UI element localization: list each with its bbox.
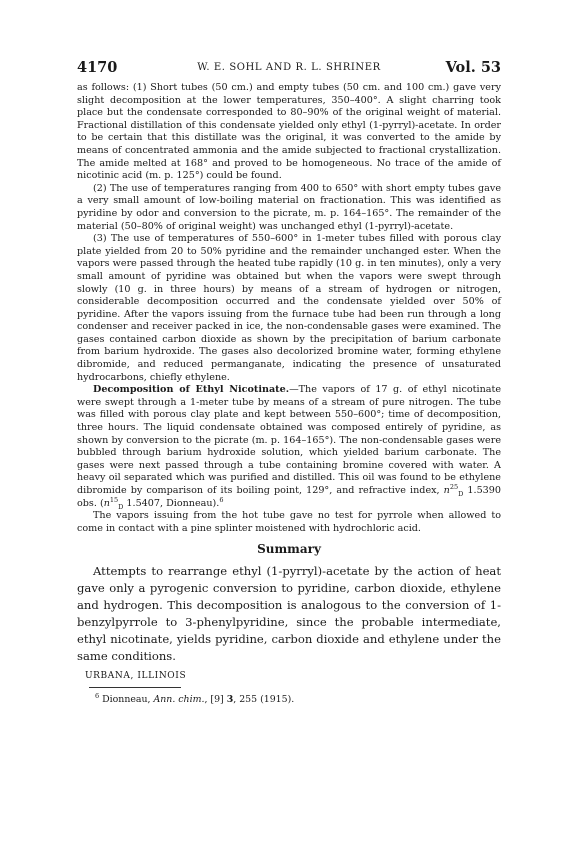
page-number: 4170: [77, 59, 118, 76]
footnote-journal: Ann. chim.: [153, 693, 205, 705]
paragraph-4-end: 1.5407, Dionneau).: [123, 497, 220, 509]
literature-index-symbol: n: [103, 497, 110, 509]
footnote-reference: 6: [219, 495, 224, 504]
literature-index-temp: 15: [109, 495, 119, 504]
paragraph-4-text: —The vapors of 17 g. of ethyl nicotinate were swept through a 1-meter tube by means of a stream of pure nitrogen. The tube was filled with porous clay plate and kept between 550–600°; time of decomposition, three hours. The liquid condensate obtained was composed entirely of pyridine, as shown by conversion to the picrate (m. p. 164–165°). The non-condensable gases were bubbled through barium hydroxide solution, which yielded barium carbonate. The gases were next passed through a tube containing bromine covered with water. A heavy oil separated which was purified and distilled. This oil was found to be ethylene dibromide by comparison of its boiling point, 129°, and refractive index,: [77, 384, 501, 496]
paragraph-5: The vapors issuing from the hot tube gave no test for pyrrole when allowed to come in contact with a pine splinter moistened with hydrochloric acid.: [77, 510, 501, 534]
footnote-author: Dionneau,: [99, 693, 154, 705]
paragraph-4: [77, 384, 501, 510]
article-body: [77, 82, 501, 706]
refractive-index-line: D: [458, 489, 464, 498]
paragraph-2: (2) The use of temperatures ranging from 400 to 650° with short empty tubes gave a very small amount of low-boiling material on fractionation. This was identified as pyridine by odor and conversion to the picrate, m. p. 164–165°. The remainder of the material (50–80% of original weight) was unchanged ethyl (1-pyrryl)-acetate.: [77, 182, 501, 232]
summary-heading: Summary: [257, 542, 321, 557]
section-runin-heading: Decomposition of Ethyl Nicotinate.: [93, 384, 290, 396]
footnote-pages: , 255 (1915).: [233, 693, 295, 705]
literature-index-line: D: [118, 502, 124, 511]
paragraph-4-mid: 1.5390 obs. (: [77, 485, 501, 509]
footnote-divider: [89, 687, 181, 688]
volume-label: Vol. 53: [445, 59, 501, 76]
running-authors: W. E. SOHL AND R. L. SHRINER: [197, 62, 381, 73]
author-location: URBANA, ILLINOIS: [85, 670, 187, 681]
paragraph-1: as follows: (1) Short tubes (50 cm.) and empty tubes (50 cm. and 100 cm.) gave very slight decomposition at the lower temperatures, 350–400°. A slight charring took place but the condensate corresponded to 80–90% of the original weight of material. Fractional distillation of this condensate yielded only ethyl (1-pyrryl)-acetate. In order to be certain that this distillate was the original, it was converted to the amide by means of concentrated ammonia and the amide subjected to fractional crystallization. The amide melted at 168° and proved to be homogeneous. No trace of the amide of nicotinic acid (m. p. 125°) could be found.: [77, 82, 501, 182]
footnote-series: , [9]: [204, 693, 227, 705]
refractive-index-symbol: n: [443, 485, 450, 496]
running-header: [77, 59, 501, 81]
footnote-marker: 6: [95, 691, 100, 700]
summary-text: Attempts to rearrange ethyl (1-pyrryl)-acetate by the action of heat gave only a pyrogenic conversion to pyridine, carbon dioxide, ethylene and hydrogen. This decomposition is analogous to the conversion of 1-benzylpyrrole to 3-phenylpyridine, since the probable intermediate, ethyl nicotinate, yields pyridine, carbon dioxide and ethylene under the same conditions.: [77, 563, 501, 663]
footnote-volume: 3: [226, 693, 234, 705]
refractive-index-temp: 25: [449, 482, 459, 491]
paragraph-3: (3) The use of temperatures of 550–600° in 1-meter tubes filled with porous clay plate yielded from 20 to 50% pyridine and the remainder unchanged ester. When the vapors were passed through the heated tube rapidly (10 g. in ten minutes), only a very small amount of pyridine was obtained but when the vapors were swept through slowly (10 g. in three hours) by means of a stream of hydrogen or nitrogen, considerable decomposition occurred and the condensate yielded over 50% of pyridine. After the vapors issuing from the furnace tube had been run through a long condenser and receiver packed in ice, the non-condensable gases were examined. The gases contained carbon dioxide as shown by the precipitation of barium carbonate from barium hydroxide. The gases also decolorized bromine water, forming ethylene dibromide, and reduced permanganate, indicating the presence of unsaturated hydrocarbons, chiefly ethylene.: [77, 233, 501, 383]
footnote: [95, 691, 501, 707]
